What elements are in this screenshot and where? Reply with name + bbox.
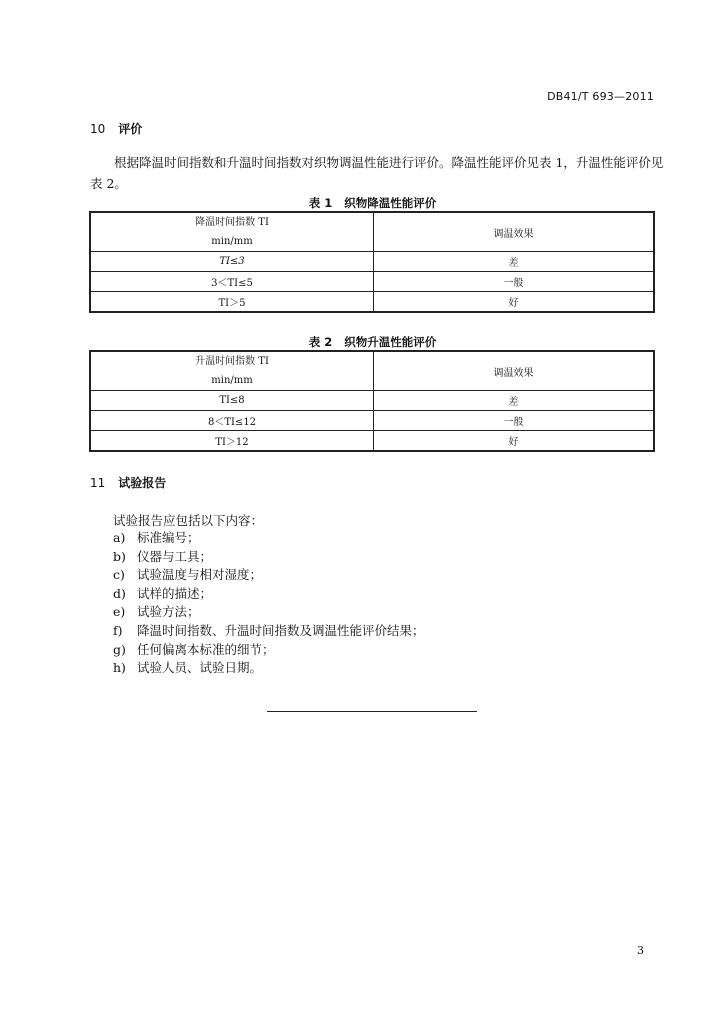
effect-cell: 好 bbox=[374, 292, 655, 313]
item-text: 试样的描述； bbox=[137, 585, 213, 601]
page-number: 3 bbox=[637, 944, 644, 957]
table-number: 表 1 bbox=[308, 196, 333, 210]
table-number: 表 2 bbox=[308, 335, 333, 349]
header-cell-index bbox=[90, 351, 374, 391]
header-index-unit: min/mm bbox=[211, 375, 253, 386]
table-header-row bbox=[90, 351, 654, 391]
item-mark: a) bbox=[113, 530, 126, 545]
header-cell-effect: 调温效果 bbox=[374, 351, 655, 391]
list-item bbox=[113, 529, 425, 548]
table-2 bbox=[89, 350, 655, 452]
range-cell: TI≤8 bbox=[90, 391, 374, 411]
list-item bbox=[113, 622, 425, 641]
header-cell-index bbox=[90, 212, 374, 252]
effect-cell: 一般 bbox=[374, 411, 655, 431]
section-number: 11 bbox=[90, 476, 106, 490]
list-item bbox=[113, 548, 425, 567]
table-2-caption bbox=[90, 334, 655, 350]
item-mark: c) bbox=[113, 567, 125, 583]
range-cell: 3＜TI≤5 bbox=[90, 272, 374, 292]
list-item bbox=[113, 659, 425, 678]
table-header-row bbox=[90, 212, 654, 252]
header-cell-effect: 调温效果 bbox=[374, 212, 655, 252]
section-11-heading bbox=[90, 474, 166, 491]
standard-code: DB41/T 693—2011 bbox=[547, 90, 654, 103]
section-10-heading bbox=[90, 120, 142, 137]
item-text: 仪器与工具； bbox=[137, 548, 213, 564]
list-item bbox=[113, 603, 425, 622]
section-title: 评价 bbox=[118, 122, 143, 136]
effect-cell: 一般 bbox=[374, 272, 655, 292]
list-item bbox=[113, 641, 425, 660]
item-text: 降温时间指数、升温时间指数及调温性能评价结果； bbox=[137, 622, 425, 638]
item-mark: f) bbox=[113, 622, 123, 638]
section-title: 试验报告 bbox=[118, 476, 167, 490]
range-cell: TI＞12 bbox=[90, 431, 374, 452]
section-number: 10 bbox=[90, 122, 106, 136]
paragraph-text: 根据降温时间指数和升温时间指数对织物调温性能进行评价。降温性能评价见表 1，升温性能评价见表 2。 bbox=[90, 155, 664, 191]
table-row bbox=[90, 252, 654, 272]
range-cell: 8＜TI≤12 bbox=[90, 411, 374, 431]
header-index-label: 升温时间指数 TI bbox=[195, 356, 269, 367]
table-1-caption bbox=[90, 195, 655, 211]
report-items-list bbox=[113, 529, 425, 678]
effect-cell: 好 bbox=[374, 431, 655, 452]
header-index-unit: min/mm bbox=[211, 236, 253, 247]
item-mark: h) bbox=[113, 660, 126, 676]
report-intro: 试验报告应包括以下内容： bbox=[113, 513, 264, 528]
item-text: 标准编号； bbox=[137, 530, 200, 545]
item-mark: d) bbox=[113, 585, 126, 601]
table-row bbox=[90, 391, 654, 411]
table-1 bbox=[89, 211, 655, 313]
end-of-document-rule bbox=[267, 711, 477, 712]
table-row bbox=[90, 411, 654, 431]
table-row bbox=[90, 431, 654, 452]
section-10-paragraph bbox=[90, 152, 665, 194]
table-title: 织物降温性能评价 bbox=[344, 196, 437, 210]
item-mark: g) bbox=[113, 641, 126, 657]
header-index-label: 降温时间指数 TI bbox=[195, 217, 269, 228]
list-item bbox=[113, 566, 425, 585]
effect-cell: 差 bbox=[374, 252, 655, 272]
range-cell: TI＞5 bbox=[90, 292, 374, 313]
table-title: 织物升温性能评价 bbox=[344, 335, 437, 349]
item-text: 任何偏离本标准的细节； bbox=[137, 641, 275, 657]
table-row bbox=[90, 292, 654, 313]
item-mark: b) bbox=[113, 548, 126, 564]
range-cell: TI≤3 bbox=[90, 252, 374, 272]
item-text: 试验温度与相对湿度； bbox=[137, 567, 263, 583]
table-row bbox=[90, 272, 654, 292]
item-text: 试验人员、试验日期。 bbox=[137, 660, 263, 676]
effect-cell: 差 bbox=[374, 391, 655, 411]
list-item bbox=[113, 585, 425, 604]
item-mark: e) bbox=[113, 604, 126, 620]
item-text: 试验方法； bbox=[137, 604, 200, 620]
